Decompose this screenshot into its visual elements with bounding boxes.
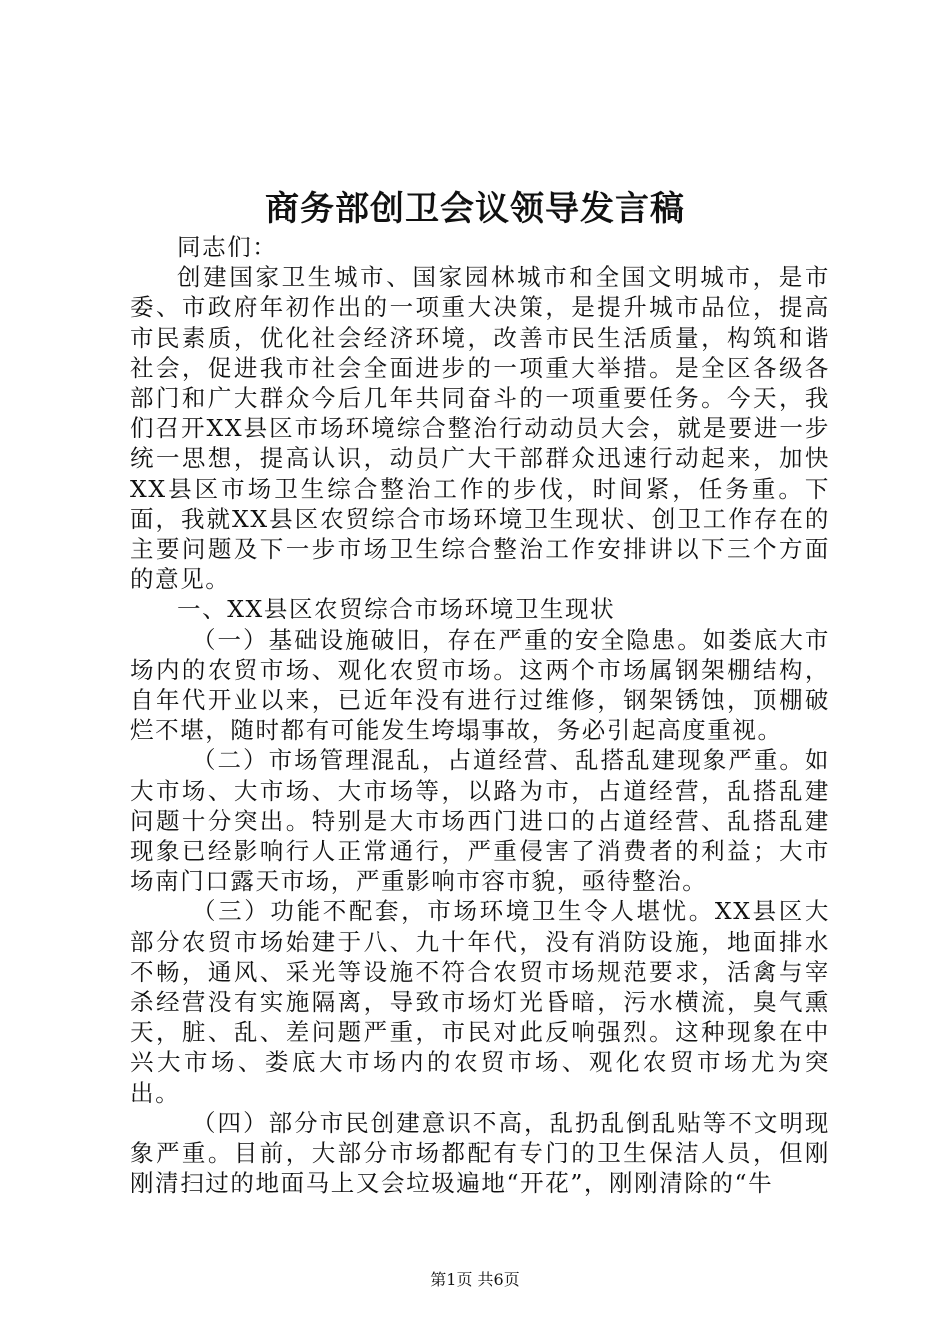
document-title: 商务部创卫会议领导发言稿 — [265, 189, 685, 229]
subsection-3: （三）功能不配套，市场环境卫生令人堪忧。XX县区大部分农贸市场始建于八、九十年代，没有消防设施，地面排水不畅，通风、采光等设施不符合农贸市场规范要求，活禽与宰杀经营没有实施隔离，导致市场灯光昏暗，污水横流，臭气熏天，脏、乱、差问题严重，市民对此反响强烈。这种现象在中兴大市场、娄底大市场内的农贸市场、观化农贸市场尤为突出。 — [130, 897, 830, 1107]
subsection-1: （一）基础设施破旧，存在严重的安全隐患。如娄底大市场内的农贸市场、观化农贸市场。这两个市场属钢架棚结构，自年代开业以来，已近年没有进行过维修，钢架锈蚀，顶棚破烂不堪，随时都有可能发生垮塌事故，务必引起高度重视。 — [130, 625, 830, 745]
document-body — [130, 232, 830, 1199]
page-total: 共6页 — [477, 1270, 520, 1289]
page-footer — [0, 1270, 950, 1290]
section-heading: 一、XX县区农贸综合市场环境卫生现状 — [177, 595, 616, 624]
subsection-4: （四）部分市民创建意识不高，乱扔乱倒乱贴等不文明现象严重。目前，大部分市场都配有专门的卫生保洁人员，但刚刚清扫过的地面马上又会垃圾遍地“开花”，刚刚清除的“牛 — [130, 1108, 830, 1198]
page-number: 第1页 — [430, 1270, 473, 1289]
paragraph-intro: 创建国家卫生城市、国家园林城市和全国文明城市，是市委、市政府年初作出的一项重大决策，是提升城市品位，提高市民素质，优化社会经济环境，改善市民生活质量，构筑和谐社会，促进我市社会全面进步的一项重大举措。是全区各级各部门和广大群众今后几年共同奋斗的一项重要任务。今天，我们召开XX县区市场环境综合整治行动动员大会，就是要进一步统一思想，提高认识，动员广大干部群众迅速行动起来，加快XX县区市场卫生综合整治工作的步伐，时间紧，任务重。下面，我就XX县区农贸综合市场环境卫生现状、创卫工作存在的主要问题及下一步市场卫生综合整治工作安排讲以下三个方面的意见。 — [130, 263, 830, 594]
salutation: 同志们： — [177, 233, 278, 261]
subsection-2: （二）市场管理混乱，占道经营、乱搭乱建现象严重。如大市场、大市场、大市场等，以路为市，占道经营，乱搭乱建问题十分突出。特别是大市场西门进口的占道经营、乱搭乱建现象已经影响行人正常通行，严重侵害了消费者的利益；大市场南门口露天市场，严重影响市容市貌，亟待整治。 — [130, 746, 830, 896]
